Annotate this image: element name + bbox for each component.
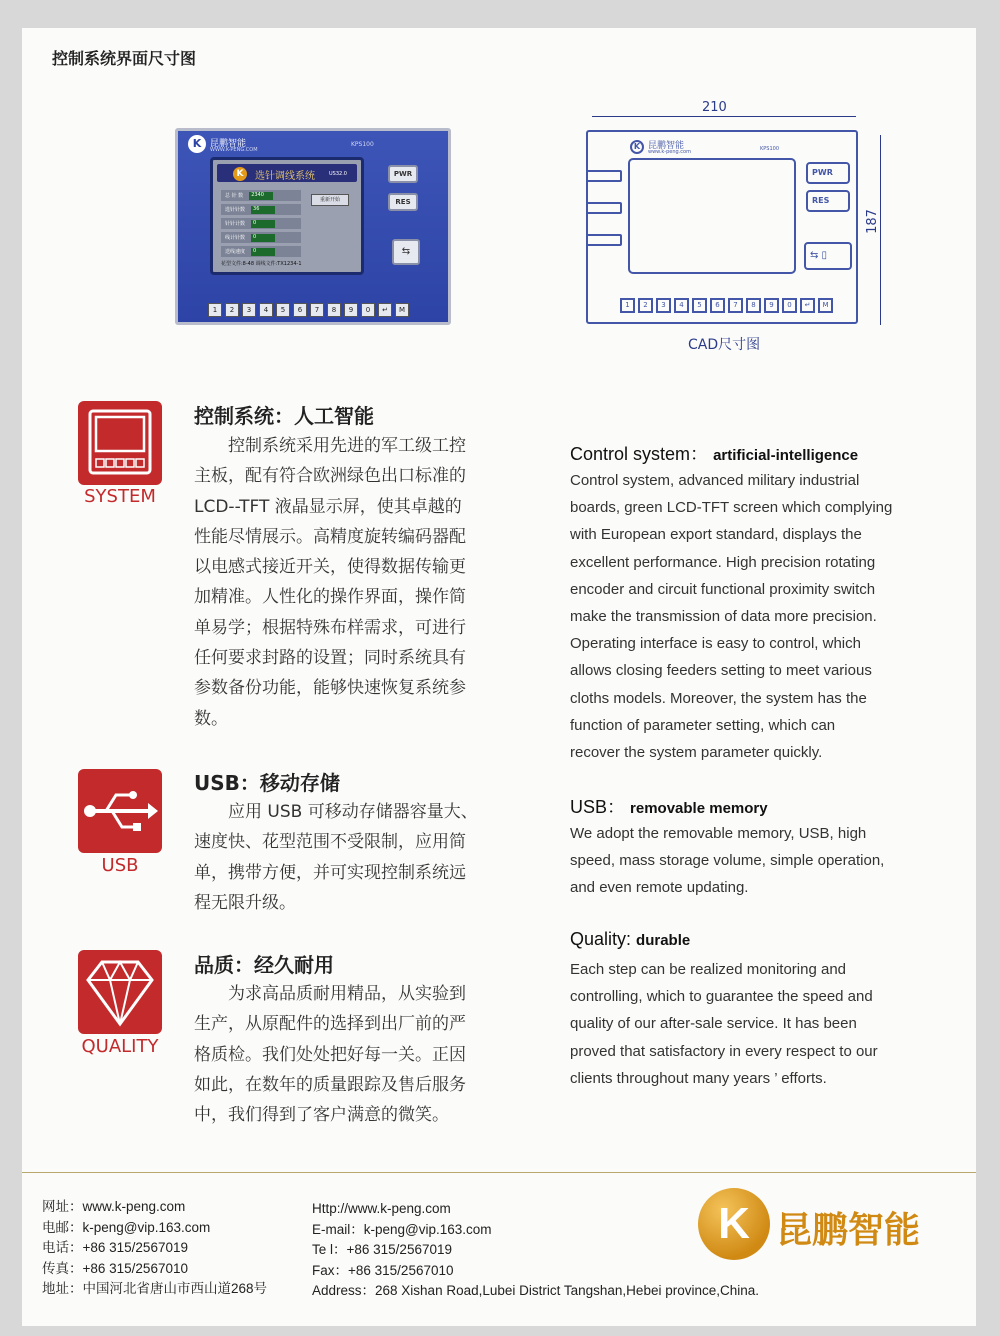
system-monitor-icon bbox=[78, 401, 162, 485]
device-key: 9 bbox=[344, 303, 358, 317]
text-line: with European export standard, displays the bbox=[570, 526, 862, 544]
quality-icon-label: QUALITY bbox=[81, 1036, 159, 1057]
screen-header bbox=[217, 164, 357, 182]
heading-main: Control system： bbox=[570, 444, 709, 464]
text-line: cloths models. Moreover, the system has the bbox=[570, 689, 867, 707]
text-line: proved that satisfactory in every respect to our bbox=[570, 1042, 878, 1060]
cad-logo-icon: K bbox=[630, 140, 644, 154]
cad-key: ↵ bbox=[800, 298, 815, 313]
cad-tab bbox=[586, 170, 622, 182]
text-line: Control system, advanced military industrial bbox=[570, 472, 860, 489]
text-line: Operating interface is easy to control, which bbox=[570, 635, 861, 653]
section-title: 控制系统界面尺寸图 bbox=[52, 49, 197, 68]
screen-version: US32.0 bbox=[329, 171, 347, 177]
device-res-button: RES bbox=[388, 193, 418, 211]
text-line: speed, mass storage volume, simple operation, bbox=[570, 852, 885, 870]
brochure-page bbox=[22, 28, 976, 1326]
footer-contact-zh bbox=[42, 1197, 267, 1300]
footer-divider bbox=[22, 1172, 976, 1173]
cad-brand: 昆鹏智能 bbox=[648, 141, 685, 151]
device-key: 2 bbox=[225, 303, 239, 317]
text-line: controlling, which to guarantee the speed and bbox=[570, 988, 873, 1006]
text-line: recover the system parameter quickly. bbox=[570, 744, 823, 762]
footer-line: E-mail：k-peng@vip.163.com bbox=[312, 1221, 492, 1237]
usb-en-body bbox=[570, 820, 950, 902]
screen-footer: 花型文件:8-48 调线文件:TX1234-1 bbox=[221, 261, 302, 267]
text-line: 加精准。人性化的操作界面，操作简 bbox=[194, 587, 466, 608]
text-line: 主板，配有符合欧洲绿色出口标准的 bbox=[194, 466, 466, 487]
device-key: M bbox=[395, 303, 409, 317]
cad-model: KPS100 bbox=[760, 146, 780, 152]
screen-row: 线计针数 0 bbox=[221, 232, 301, 243]
cad-width-label: 210 bbox=[702, 100, 727, 115]
cad-website: www.k-peng.com bbox=[648, 149, 691, 155]
text-line: excellent performance. High precision rotating bbox=[570, 553, 876, 571]
text-line: quality of our after-sale service. It has been bbox=[570, 1015, 857, 1033]
text-line: 应用 USB 可移动存储器容量大、 bbox=[194, 802, 478, 822]
text-line: 参数备份功能，能够快速恢复系统参 bbox=[194, 678, 466, 699]
text-line: clients throughout many years ’ efforts. bbox=[570, 1069, 827, 1087]
text-line: 数。 bbox=[194, 708, 228, 729]
device-key: 6 bbox=[293, 303, 307, 317]
footer-line: 电话：+86 315/2567019 bbox=[42, 1240, 188, 1255]
footer-line: 地址：中国河北省唐山市西山道268号 bbox=[42, 1281, 268, 1296]
cad-key: 5 bbox=[692, 298, 707, 313]
footer-line: Address：268 Xishan Road,Lubei District Tangshan,Hebei province,China. bbox=[312, 1283, 760, 1298]
screen-logo-icon: K bbox=[233, 167, 247, 181]
cad-key: 0 bbox=[782, 298, 797, 313]
device-key: 8 bbox=[327, 303, 341, 317]
text-line: allows closing feeders setting to meet various bbox=[570, 662, 872, 680]
device-key: ↵ bbox=[378, 303, 392, 317]
device-key: 7 bbox=[310, 303, 324, 317]
text-line: 格质检。我们处处把好每一关。正因 bbox=[194, 1044, 466, 1065]
device-key: 5 bbox=[276, 303, 290, 317]
system-zh-body bbox=[194, 431, 524, 734]
cad-key: M bbox=[818, 298, 833, 313]
text-line: 性能尽情展示。高精度旋转编码器配 bbox=[194, 526, 466, 547]
screen-row: 总 针 数 2340 bbox=[221, 190, 301, 201]
device-pwr-button: PWR bbox=[388, 165, 418, 183]
cad-key: 1 bbox=[620, 298, 635, 313]
cad-tab bbox=[586, 234, 622, 246]
cad-res-button: RES bbox=[806, 190, 850, 212]
text-line: boards, green LCD-TFT screen which complying bbox=[570, 499, 893, 517]
cad-key: 8 bbox=[746, 298, 761, 313]
cad-width-dimension bbox=[592, 116, 856, 117]
usb-zh-heading: USB：移动存储 bbox=[194, 771, 340, 795]
device-lcd-screen bbox=[210, 157, 364, 275]
screen-title: 选针调线系统 bbox=[255, 171, 315, 182]
footer-line: 网址：www.k-peng.com bbox=[42, 1199, 186, 1214]
footer-line: 电邮：k-peng@vip.163.com bbox=[42, 1219, 211, 1235]
cad-key: 6 bbox=[710, 298, 725, 313]
screen-restart-button: 重新开始 bbox=[311, 194, 349, 206]
text-line: 任何要求封路的设置；同时系统具有 bbox=[194, 648, 466, 669]
cad-drawing bbox=[586, 130, 858, 324]
quality-en-heading bbox=[570, 929, 690, 950]
cad-usb-port-icon: ⇆ ▯ bbox=[804, 242, 852, 270]
cad-keypad bbox=[620, 298, 833, 313]
text-line: 为求高品质耐用精品，从实验到 bbox=[194, 984, 466, 1004]
device-website: WWW.K-PENG.COM bbox=[210, 147, 258, 153]
text-line: 控制系统采用先进的军工级工控 bbox=[194, 436, 466, 456]
text-line: 单易学；根据特殊布样需求，可进行 bbox=[194, 617, 466, 638]
cad-key: 9 bbox=[764, 298, 779, 313]
text-line: 生产，从原配件的选择到出厂前的严 bbox=[194, 1014, 466, 1035]
device-key: 4 bbox=[259, 303, 273, 317]
screen-row: 送线速度 0 bbox=[221, 246, 301, 257]
system-en-body bbox=[570, 467, 950, 766]
text-line: 如此，在数年的质量跟踪及售后服务 bbox=[194, 1074, 466, 1095]
control-panel-photo bbox=[175, 128, 451, 325]
text-line: 速度快、花型范围不受限制，应用简 bbox=[194, 832, 466, 853]
text-line: 中，我们得到了客户满意的微笑。 bbox=[194, 1105, 449, 1126]
footer-line: Fax：+86 315/2567010 bbox=[312, 1262, 454, 1278]
device-brand: 昆鹏智能 bbox=[210, 139, 247, 149]
cad-screen-outline bbox=[628, 158, 796, 274]
kpeng-logo-icon: K bbox=[698, 1188, 770, 1260]
system-icon-label: SYSTEM bbox=[84, 486, 156, 507]
usb-icon-label: USB bbox=[101, 855, 139, 876]
diamond-icon bbox=[78, 950, 162, 1034]
cad-key: 4 bbox=[674, 298, 689, 313]
footer-contact-en bbox=[312, 1199, 759, 1302]
text-line: 程无限升级。 bbox=[194, 892, 296, 913]
device-keypad bbox=[208, 303, 409, 317]
quality-zh-body bbox=[194, 979, 524, 1130]
text-line: 单，携带方便，并可实现控制系统远 bbox=[194, 862, 466, 883]
system-zh-heading: 控制系统：人工智能 bbox=[194, 404, 374, 428]
text-line: function of parameter setting, which can bbox=[570, 716, 836, 734]
device-model: KPS100 bbox=[351, 141, 374, 148]
device-key: 3 bbox=[242, 303, 256, 317]
cad-key: 3 bbox=[656, 298, 671, 313]
text-line: 以电感式接近开关，使得数据传输更 bbox=[194, 557, 466, 578]
footer-line: 传真：+86 315/2567010 bbox=[42, 1260, 188, 1276]
cad-key: 2 bbox=[638, 298, 653, 313]
text-line: make the transmission of data more precision. bbox=[570, 608, 877, 626]
text-line: and even remote updating. bbox=[570, 879, 749, 897]
screen-row: 选针针数 36 bbox=[221, 204, 301, 215]
footer-line: Te l：+86 315/2567019 bbox=[312, 1242, 452, 1257]
heading-main: USB： bbox=[570, 797, 626, 817]
usb-en-heading bbox=[570, 793, 768, 819]
device-key: 0 bbox=[361, 303, 375, 317]
cad-tab bbox=[586, 202, 622, 214]
heading-sub: removable memory bbox=[630, 800, 768, 817]
footer-line: Http://www.k-peng.com bbox=[312, 1201, 451, 1216]
footer-brand: 昆鹏智能 bbox=[776, 1210, 921, 1251]
cad-key: 7 bbox=[728, 298, 743, 313]
system-en-heading bbox=[570, 440, 858, 466]
quality-en-body bbox=[570, 956, 950, 1092]
usb-zh-body bbox=[194, 797, 524, 918]
cad-caption: CAD尺寸图 bbox=[688, 337, 761, 353]
cad-pwr-button: PWR bbox=[806, 162, 850, 184]
heading-sub: durable bbox=[636, 932, 691, 949]
quality-zh-heading: 品质：经久耐用 bbox=[194, 953, 334, 977]
screen-rows bbox=[221, 190, 301, 260]
usb-icon bbox=[78, 769, 162, 853]
device-logo-icon: K bbox=[188, 135, 206, 153]
screen-row: 针针计数 0 bbox=[221, 218, 301, 229]
text-line: Each step can be realized monitoring and bbox=[570, 961, 847, 978]
cad-height-dimension bbox=[880, 135, 881, 325]
device-key: 1 bbox=[208, 303, 222, 317]
text-line: LCD--TFT 液晶显示屏，使其卓越的 bbox=[194, 496, 462, 517]
device-usb-port-icon: ⇆ bbox=[392, 239, 420, 265]
text-line: encoder and circuit functional proximity switch bbox=[570, 580, 876, 598]
cad-height-label: 187 bbox=[864, 209, 880, 234]
text-line: We adopt the removable memory, USB, high bbox=[570, 825, 867, 842]
heading-sub: artificial-intelligence bbox=[713, 447, 859, 464]
heading-main: Quality: bbox=[570, 929, 632, 949]
